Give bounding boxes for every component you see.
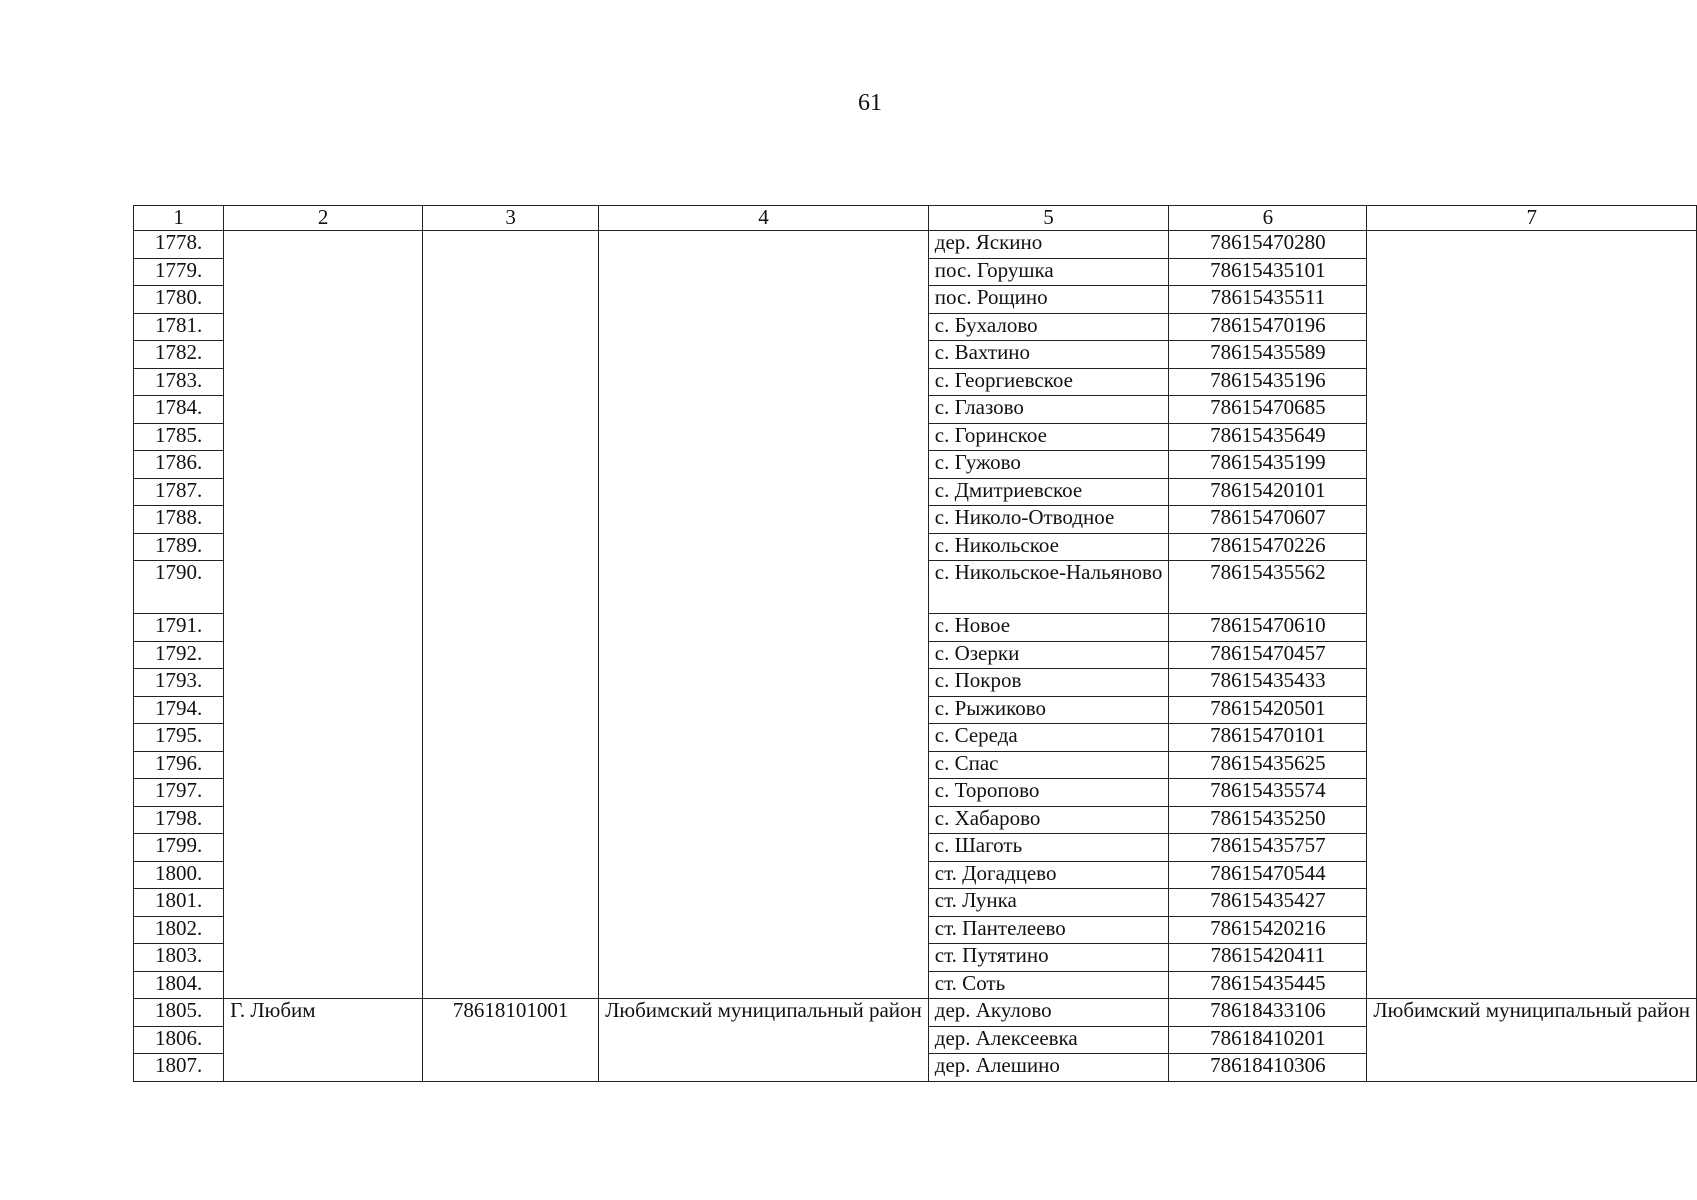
row-number: 1799. [134, 834, 224, 862]
settlement-name: с. Дмитриевское [928, 478, 1169, 506]
row-number: 1802. [134, 916, 224, 944]
row-number: 1795. [134, 724, 224, 752]
settlement-code: 78615435649 [1169, 423, 1367, 451]
row-number: 1796. [134, 751, 224, 779]
settlement-name: с. Спас [928, 751, 1169, 779]
row-number: 1786. [134, 451, 224, 479]
settlement-code: 78615435199 [1169, 451, 1367, 479]
header-col-2: 2 [224, 206, 423, 231]
row-number: 1787. [134, 478, 224, 506]
settlement-code: 78618433106 [1169, 999, 1367, 1027]
settlement-name: с. Никольское [928, 533, 1169, 561]
settlement-name: пос. Горушка [928, 258, 1169, 286]
row-number: 1804. [134, 971, 224, 999]
row-number: 1793. [134, 669, 224, 697]
header-row [134, 206, 1697, 231]
row-number: 1807. [134, 1054, 224, 1082]
settlement-name: с. Гужово [928, 451, 1169, 479]
settlement-code: 78615470226 [1169, 533, 1367, 561]
settlement-name: ст. Пантелеево [928, 916, 1169, 944]
settlement-name: дер. Алексеевка [928, 1026, 1169, 1054]
settlement-name: с. Рыжиково [928, 696, 1169, 724]
settlement-name: с. Никольское-Нальяново [928, 561, 1169, 614]
row-number: 1778. [134, 231, 224, 259]
col2-empty-cell [224, 231, 423, 999]
row-number: 1785. [134, 423, 224, 451]
settlement-code: 78615435445 [1169, 971, 1367, 999]
settlement-code: 78615435589 [1169, 341, 1367, 369]
settlement-code: 78615435433 [1169, 669, 1367, 697]
row-number: 1801. [134, 889, 224, 917]
settlement-code: 78615420216 [1169, 916, 1367, 944]
settlements-table [133, 205, 1697, 1082]
settlement-code: 78615420411 [1169, 944, 1367, 972]
settlement-code: 78615470685 [1169, 396, 1367, 424]
settlement-code: 78615470607 [1169, 506, 1367, 534]
header-col-4: 4 [599, 206, 929, 231]
settlement-name: ст. Лунка [928, 889, 1169, 917]
row-number: 1803. [134, 944, 224, 972]
row-number: 1791. [134, 614, 224, 642]
row-number: 1800. [134, 861, 224, 889]
settlement-name: с. Шаготь [928, 834, 1169, 862]
settlement-code: 78615435562 [1169, 561, 1367, 614]
settlement-code: 78615420501 [1169, 696, 1367, 724]
header-col-6: 6 [1169, 206, 1367, 231]
settlement-name: пос. Рощино [928, 286, 1169, 314]
settlement-name: с. Бухалово [928, 313, 1169, 341]
settlement-name: ст. Соть [928, 971, 1169, 999]
row-number: 1781. [134, 313, 224, 341]
settlement-code: 78615435574 [1169, 779, 1367, 807]
city-code: 78618101001 [423, 999, 599, 1082]
settlement-name: ст. Путятино [928, 944, 1169, 972]
settlement-code: 78615470101 [1169, 724, 1367, 752]
settlement-code: 78615470544 [1169, 861, 1367, 889]
settlement-code: 78615470457 [1169, 641, 1367, 669]
header-col-7: 7 [1367, 206, 1697, 231]
col3-empty-cell [423, 231, 599, 999]
settlement-code: 78615435757 [1169, 834, 1367, 862]
row-number: 1784. [134, 396, 224, 424]
settlement-code: 78618410201 [1169, 1026, 1367, 1054]
district-name-col7: Любимский муниципальный район [1367, 999, 1697, 1082]
settlement-name: с. Вахтино [928, 341, 1169, 369]
row-number: 1805. [134, 999, 224, 1027]
settlement-name: с. Середа [928, 724, 1169, 752]
settlement-code: 78615470196 [1169, 313, 1367, 341]
row-number: 1794. [134, 696, 224, 724]
settlement-code: 78615470280 [1169, 231, 1367, 259]
settlement-name: с. Горинское [928, 423, 1169, 451]
settlement-name: с. Глазово [928, 396, 1169, 424]
settlement-name: с. Озерки [928, 641, 1169, 669]
row-number: 1779. [134, 258, 224, 286]
settlement-code: 78615435196 [1169, 368, 1367, 396]
settlement-code: 78615435427 [1169, 889, 1367, 917]
row-number: 1798. [134, 806, 224, 834]
settlement-code: 78615435625 [1169, 751, 1367, 779]
page-number: 61 [858, 90, 882, 116]
col4-empty-cell [599, 231, 929, 999]
row-number: 1806. [134, 1026, 224, 1054]
row-number: 1790. [134, 561, 224, 614]
settlement-code: 78615435511 [1169, 286, 1367, 314]
header-col-5: 5 [928, 206, 1169, 231]
table-row [134, 999, 1697, 1027]
row-number: 1783. [134, 368, 224, 396]
settlement-name: дер. Яскино [928, 231, 1169, 259]
settlement-name: с. Николо-Отводное [928, 506, 1169, 534]
row-number: 1792. [134, 641, 224, 669]
settlement-name: с. Георгиевское [928, 368, 1169, 396]
settlement-name: дер. Акулово [928, 999, 1169, 1027]
settlement-code: 78615470610 [1169, 614, 1367, 642]
settlement-name: с. Покров [928, 669, 1169, 697]
row-number: 1797. [134, 779, 224, 807]
header-col-3: 3 [423, 206, 599, 231]
row-number: 1789. [134, 533, 224, 561]
row-number: 1780. [134, 286, 224, 314]
settlement-name: дер. Алешино [928, 1054, 1169, 1082]
settlement-name: с. Новое [928, 614, 1169, 642]
settlement-code: 78615435101 [1169, 258, 1367, 286]
settlement-name: с. Хабарово [928, 806, 1169, 834]
col7-empty-cell [1367, 231, 1697, 999]
settlement-name: с. Торопово [928, 779, 1169, 807]
district-name: Любимский муниципальный район [599, 999, 929, 1082]
row-number: 1782. [134, 341, 224, 369]
table-row [134, 231, 1697, 259]
settlement-code: 78615420101 [1169, 478, 1367, 506]
settlement-code: 78615435250 [1169, 806, 1367, 834]
header-col-1: 1 [134, 206, 224, 231]
settlement-name: ст. Догадцево [928, 861, 1169, 889]
row-number: 1788. [134, 506, 224, 534]
settlement-code: 78618410306 [1169, 1054, 1367, 1082]
city-name: Г. Любим [224, 999, 423, 1082]
